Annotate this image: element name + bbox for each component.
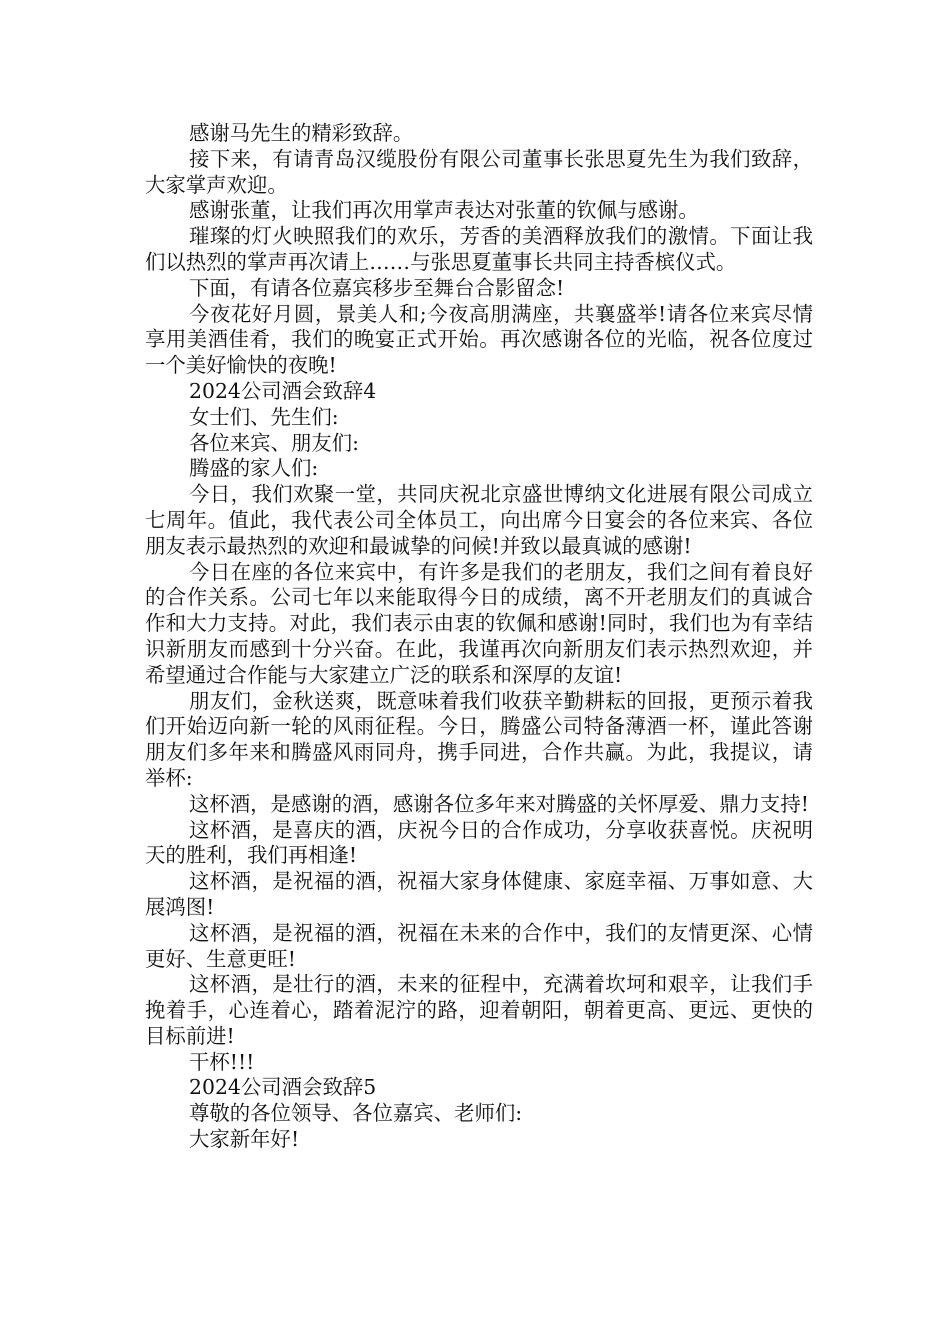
paragraph-thanks-zhang: 感谢张董，让我们再次用掌声表达对张董的钦佩与感谢。 [189,198,699,223]
paragraph-anniversary: 今日，我们欢聚一堂，共同庆祝北京盛世博纳文化进展有限公司成立七周年。值此，我代表公司全体员工，向出席今日宴会的各位来宾、各位朋友表示最热烈的欢迎和最诚挚的问候!并致以最真诚的感谢! [145,482,813,558]
paragraph-thanks-ma: 感谢马先生的精彩致辞。 [189,121,414,145]
salutation-leaders: 尊敬的各位领导、各位嘉宾、老师们: [189,1101,523,1126]
section-heading-5: 2024公司酒会致辞5 [189,1075,377,1100]
document-body [145,121,813,1153]
paragraph-banquet-open: 今夜花好月圆，景美人和;今夜高朋满座，共襄盛举!请各位来宾尽情享用美酒佳肴，我们的晚宴正式开始。再次感谢各位的光临，祝各位度过一个美好愉快的夜晚! [145,301,813,378]
paragraph-group-photo: 下面，有请各位嘉宾移步至舞台合影留念! [189,275,565,300]
toast-blessing-cooperation: 这杯酒，是祝福的酒，祝福在未来的合作中，我们的友情更深、心情更好、生意更旺! [145,920,813,971]
paragraph-autumn: 朋友们，金秋送爽，既意味着我们收获辛勤耕耘的回报，更预示着我们开始迈向新一轮的风雨征程。今日，腾盛公司特备薄酒一杯，谨此答谢朋友们多年来和腾盛风雨同舟，携手同进，合作共赢。为此，我提议，请举杯: [145,688,813,790]
paragraph-new-year: 大家新年好! [189,1127,300,1152]
salutation-family: 腾盛的家人们: [189,456,319,481]
paragraph-champagne: 璀璨的灯火映照我们的欢乐，芳香的美酒释放我们的激情。下面让我们以热烈的掌声再次请上……与张思夏董事长共同主持香槟仪式。 [145,224,813,274]
salutation-guests: 各位来宾、朋友们: [189,430,359,455]
toast-celebration: 这杯酒，是喜庆的酒，庆祝今日的合作成功，分享收获喜悦。庆祝明天的胜利，我们再相逢! [145,817,813,868]
paragraph-cheers: 干杯!!! [189,1049,255,1074]
section-heading-4: 2024公司酒会致辞4 [189,378,377,403]
salutation-ladies: 女士们、先生们: [189,404,339,429]
toast-blessing-health: 这杯酒，是祝福的酒，祝福大家身体健康、家庭幸福、万事如意、大展鸿图! [145,869,813,919]
toast-farewell: 这杯酒，是壮行的酒，未来的征程中，充满着坎坷和艰辛，让我们手挽着手，心连着心，踏着泥泞的路，迎着朝阳，朝着更高、更远、更快的目标前进! [145,972,813,1048]
paragraph-old-friends: 今日在座的各位来宾中，有许多是我们的老朋友，我们之间有着良好的合作关系。公司七年以来能取得今日的成绩，离不开老朋友们的真诚合作和大力支持。对此，我们表示由衷的钦佩和感谢!同时，我们也为有幸结识新朋友而感到十分兴奋。在此，我谨再次向新朋友们表示热烈欢迎，并希望通过合作能与大家建立广泛的联系和深厚的友谊! [145,559,813,687]
paragraph-invite-zhang: 接下来，有请青岛汉缆股份有限公司董事长张思夏先生为我们致辞，大家掌声欢迎。 [145,146,813,197]
toast-gratitude: 这杯酒，是感谢的酒，感谢各位多年来对腾盛的关怀厚爱、鼎力支持! [189,791,809,816]
